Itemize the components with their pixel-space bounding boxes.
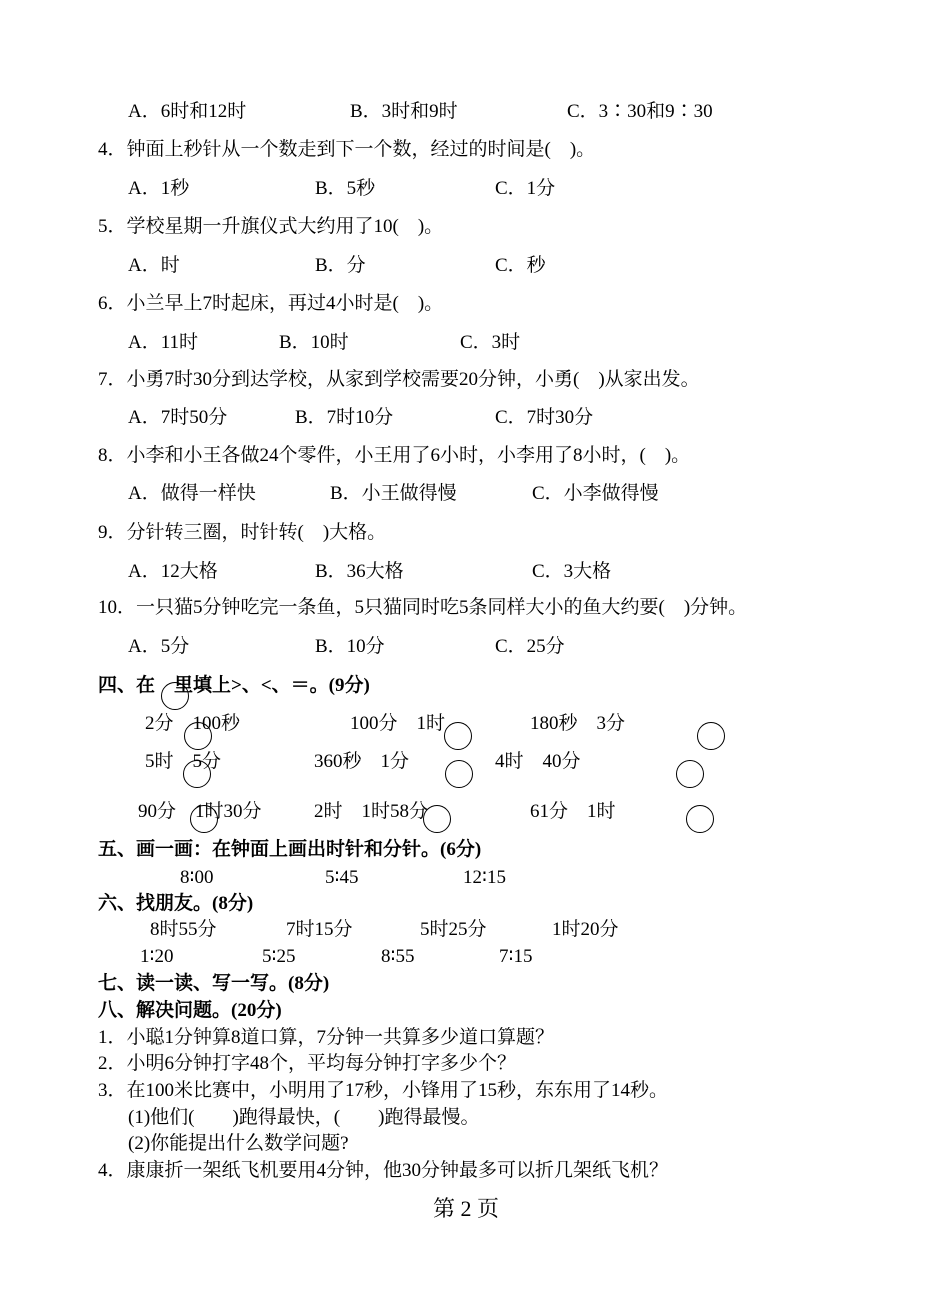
friend-top-2: 7时15分	[286, 919, 353, 940]
friend-bottom-4: 7∶15	[499, 946, 533, 967]
answer-circle[interactable]	[444, 722, 472, 750]
q9-option-a: A．12大格	[128, 561, 218, 582]
compare-9: 61分 1时	[530, 801, 616, 822]
friend-bottom-2: 5∶25	[262, 946, 296, 967]
answer-circle[interactable]	[445, 760, 473, 788]
answer-circle[interactable]	[184, 722, 212, 750]
compare-8: 2时 1时58分	[314, 801, 429, 822]
q8-text: 8．小李和小王各做24个零件，小王用了6小时，小李用了8小时，( )。	[98, 445, 691, 466]
friend-top-4: 1时20分	[552, 919, 619, 940]
compare-3: 180秒 3分	[530, 713, 626, 734]
q5-option-c: C．秒	[495, 255, 546, 276]
clock-time-2: 5∶45	[325, 867, 359, 888]
q10-option-a: A．5分	[128, 636, 190, 657]
answer-circle[interactable]	[161, 682, 189, 710]
compare-4: 5时 5分	[145, 751, 222, 772]
compare-2: 100分 1时	[350, 713, 446, 734]
friend-top-1: 8时55分	[150, 919, 217, 940]
q8-option-c: C．小李做得慢	[532, 483, 659, 504]
section8-title: 八、解决问题。(20分)	[98, 1000, 282, 1021]
q7-option-b: B．7时10分	[295, 407, 394, 428]
answer-circle[interactable]	[423, 805, 451, 833]
page-number: 第 2 页	[433, 1196, 500, 1221]
q5-text: 5．学校星期一升旗仪式大约用了10( )。	[98, 216, 444, 237]
section5-title: 五、画一画：在钟面上画出时针和分针。(6分)	[98, 839, 482, 860]
q9-text: 9．分针转三圈，时针转( )大格。	[98, 522, 387, 543]
q6-option-b: B．10时	[279, 332, 349, 353]
q4-option-c: C．1分	[495, 178, 556, 199]
q4-text: 4．钟面上秒针从一个数走到下一个数，经过的时间是( )。	[98, 139, 596, 160]
q4-option-b: B．5秒	[315, 178, 376, 199]
friend-bottom-3: 8∶55	[381, 946, 415, 967]
q10-option-b: B．10分	[315, 636, 385, 657]
section6-title: 六、找朋友。(8分)	[98, 893, 254, 914]
section7-title: 七、读一读、写一写。(8分)	[98, 973, 330, 994]
clock-time-1: 8∶00	[180, 867, 214, 888]
problem-3: 3．在100米比赛中，小明用了17秒，小锋用了15秒，东东用了14秒。	[98, 1080, 669, 1101]
q10-text: 10．一只猫5分钟吃完一条鱼，5只猫同时吃5条同样大小的鱼大约要( )分钟。	[98, 597, 748, 618]
answer-circle[interactable]	[676, 760, 704, 788]
q8-option-a: A．做得一样快	[128, 483, 256, 504]
clock-time-3: 12∶15	[463, 867, 506, 888]
q10-option-c: C．25分	[495, 636, 565, 657]
q3-option-a: A．6时和12时	[128, 101, 247, 122]
friend-top-3: 5时25分	[420, 919, 487, 940]
problem-3-sub-1: (1)他们( )跑得最快，( )跑得最慢。	[128, 1107, 480, 1128]
section4-title: 四、在 里填上>、<、＝。(9分)	[98, 675, 370, 696]
q6-option-a: A．11时	[128, 332, 199, 353]
problem-4: 4．康康折一架纸飞机要用4分钟，他30分钟最多可以折几架纸飞机？	[98, 1160, 669, 1181]
friend-bottom-1: 1∶20	[140, 946, 174, 967]
q5-option-a: A．时	[128, 255, 180, 276]
answer-circle[interactable]	[190, 805, 218, 833]
compare-1: 2分 100秒	[145, 713, 241, 734]
compare-6: 4时 40分	[495, 751, 581, 772]
q9-option-b: B．36大格	[315, 561, 404, 582]
compare-5: 360秒 1分	[314, 751, 410, 772]
q7-option-c: C．7时30分	[495, 407, 594, 428]
q6-text: 6．小兰早上7时起床，再过4小时是( )。	[98, 293, 444, 314]
problem-1: 1．小聪1分钟算8道口算，7分钟一共算多少道口算题？	[98, 1027, 555, 1048]
q9-option-c: C．3大格	[532, 561, 612, 582]
q7-option-a: A．7时50分	[128, 407, 228, 428]
q5-option-b: B．分	[315, 255, 366, 276]
answer-circle[interactable]	[697, 722, 725, 750]
q8-option-b: B．小王做得慢	[330, 483, 457, 504]
problem-3-sub-2: (2)你能提出什么数学问题?	[128, 1133, 349, 1154]
q3-option-b: B．3时和9时	[350, 101, 458, 122]
answer-circle[interactable]	[183, 760, 211, 788]
q7-text: 7．小勇7时30分到达学校，从家到学校需要20分钟，小勇( )从家出发。	[98, 369, 700, 390]
q3-option-c: C．3∶30和9∶30	[567, 101, 713, 122]
q6-option-c: C．3时	[460, 332, 521, 353]
answer-circle[interactable]	[686, 805, 714, 833]
compare-7: 90分 1时30分	[138, 801, 262, 822]
problem-2: 2．小明6分钟打字48个，平均每分钟打字多少个？	[98, 1053, 517, 1074]
q4-option-a: A．1秒	[128, 178, 190, 199]
